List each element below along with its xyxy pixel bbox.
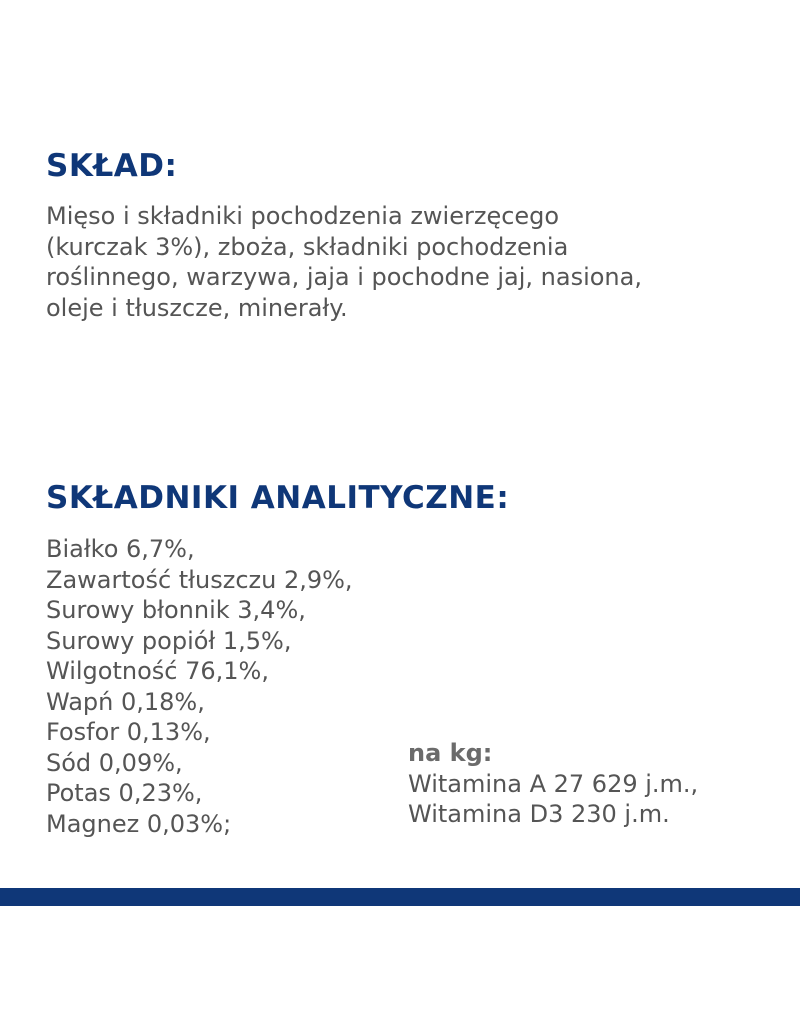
per-kg-item-vitamin-d3: Witamina D3 230 j.m. [408, 800, 670, 828]
analytical-item-moisture: Wilgotność 76,1%, [46, 657, 269, 685]
per-kg-title: na kg: [408, 739, 493, 767]
analytical-item-calcium: Wapń 0,18%, [46, 687, 205, 716]
analytical-item-sodium: Sód 0,09%, [46, 748, 183, 777]
composition-line: Mięso i składniki pochodzenia zwierzęcego [46, 202, 560, 230]
analytical-item-ash: Surowy popiół 1,5%, [46, 626, 292, 655]
composition-line: (kurczak 3%), zboża, składniki pochodzenia [46, 232, 569, 261]
analytical-item-fibre: Surowy błonnik 3,4%, [46, 596, 306, 624]
analytical-item-phosphorus: Fosfor 0,13%, [46, 718, 211, 746]
composition-line: roślinnego, warzywa, jaja i pochodne jaj, nasiona, [46, 263, 642, 291]
analytical-item-protein: Białko 6,7%, [46, 535, 195, 563]
analytical-item-potassium: Potas 0,23%, [46, 779, 203, 807]
analytical-item-fat: Zawartość tłuszczu 2,9%, [46, 565, 353, 594]
bottom-band [0, 888, 800, 906]
per-kg-item-vitamin-a: Witamina A 27 629 j.m., [408, 769, 699, 798]
analytical-item-magnesium: Magnez 0,03%; [46, 809, 232, 838]
composition-line: oleje i tłuszcze, minerały. [46, 293, 348, 322]
analytical-list [46, 534, 353, 839]
per-kg-block [408, 738, 698, 830]
composition-heading: SKŁAD: [46, 148, 178, 184]
composition-text [46, 201, 642, 323]
analytical-heading: SKŁADNIKI ANALITYCZNE: [46, 480, 510, 516]
